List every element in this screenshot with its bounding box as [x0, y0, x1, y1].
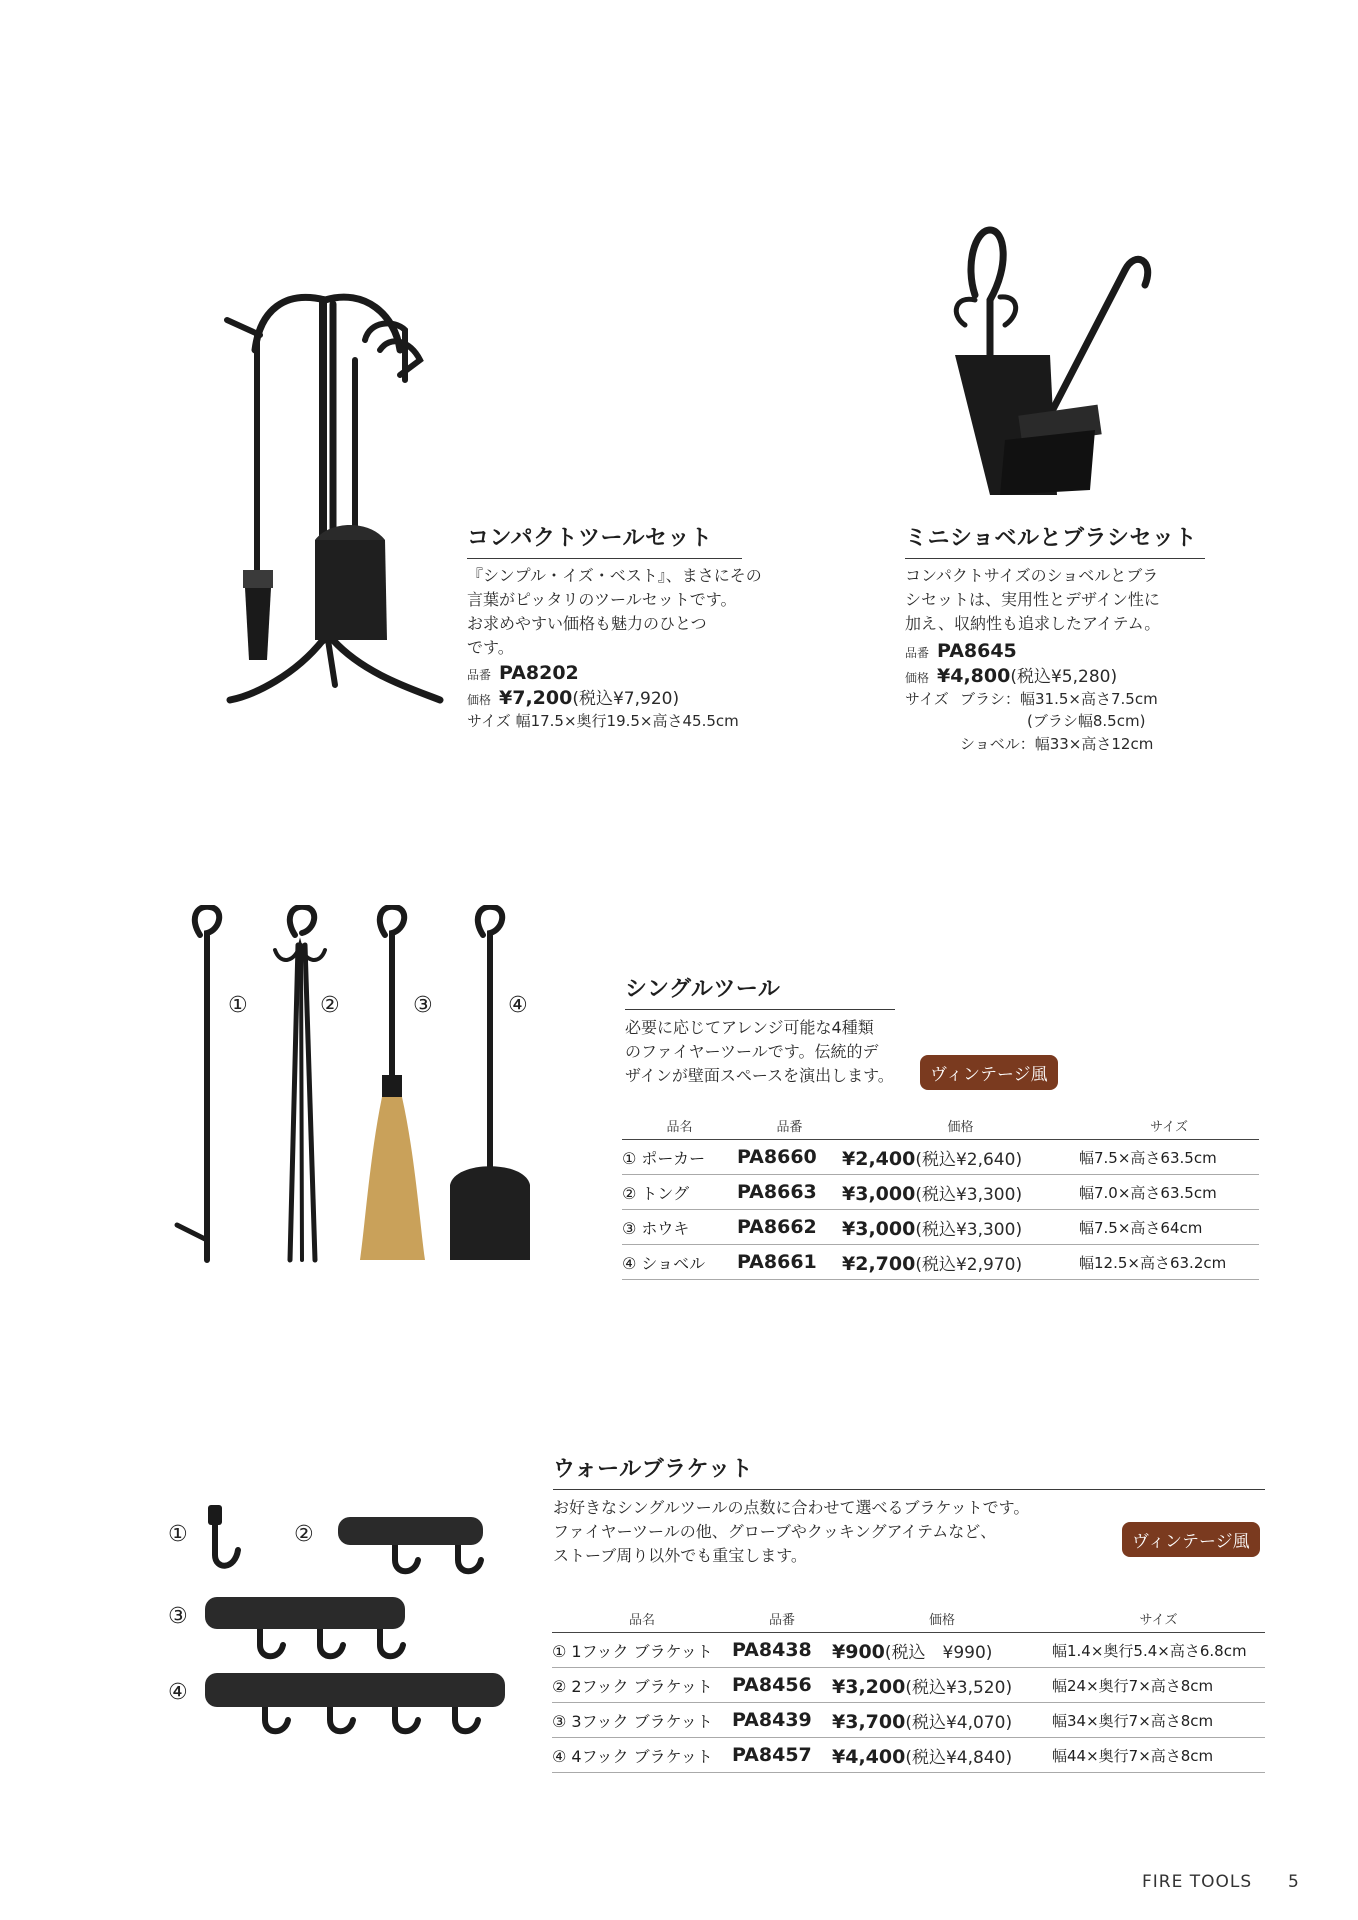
mini-size-line: ショベル：幅33×高さ12cm	[960, 735, 1154, 753]
compact-code-row	[467, 662, 579, 684]
row-name: ③ 3フック ブラケット	[552, 1703, 732, 1738]
header-size: サイズ	[1079, 1112, 1259, 1140]
table-row	[622, 1175, 1259, 1210]
header-price: 価格	[842, 1112, 1079, 1140]
row-tax: (税込¥3,300)	[915, 1184, 1023, 1205]
header-code: 品番	[732, 1605, 832, 1633]
row-name: ④ 4フック ブラケット	[552, 1738, 732, 1773]
row-price-cell	[832, 1738, 1052, 1773]
row-price-cell	[832, 1668, 1052, 1703]
compact-desc-line: です。	[467, 638, 514, 657]
row-name: ① ポーカー	[622, 1140, 737, 1175]
single-tools-image	[165, 905, 545, 1275]
mini-price-row	[905, 662, 1117, 687]
table-row	[552, 1633, 1265, 1668]
row-code: PA8457	[732, 1738, 832, 1773]
single-desc-line: 必要に応じてアレンジ可能な4種類	[625, 1018, 874, 1037]
compact-title: コンパクトツールセット	[467, 521, 742, 559]
bracket-vintage-badge: ヴィンテージ風	[1122, 1522, 1260, 1557]
price-label: 価格	[905, 671, 930, 685]
row-price: ¥900	[832, 1640, 885, 1663]
row-size: 幅1.4×奥行5.4×高さ6.8cm	[1052, 1633, 1265, 1668]
row-price: ¥2,700	[842, 1252, 916, 1275]
row-name: ③ ホウキ	[622, 1210, 737, 1245]
header-size: サイズ	[1052, 1605, 1265, 1633]
row-code: PA8456	[732, 1668, 832, 1703]
compact-toolset-image	[215, 290, 455, 720]
mini-size-line: ブラシ：幅31.5×高さ7.5cm	[960, 690, 1158, 708]
table-row	[622, 1210, 1259, 1245]
single-marker-2: ②	[320, 993, 340, 1018]
single-marker-4: ④	[508, 993, 528, 1018]
bracket-desc-line: お好きなシングルツールの点数に合わせて選べるブラケットです。	[553, 1498, 1030, 1517]
single-desc-line: ザインが壁面スペースを演出します。	[625, 1066, 894, 1085]
row-code: PA8661	[737, 1245, 842, 1280]
row-name: ① 1フック ブラケット	[552, 1633, 732, 1668]
row-code: PA8439	[732, 1703, 832, 1738]
row-price-cell	[842, 1210, 1079, 1245]
mini-shovel-brush-image	[945, 225, 1175, 505]
mini-description	[905, 564, 1205, 636]
single-spec-table	[622, 1112, 1259, 1280]
row-size: 幅44×奥行7×高さ8cm	[1052, 1738, 1265, 1773]
bracket-spec-table	[552, 1605, 1265, 1773]
table-row	[622, 1140, 1259, 1175]
compact-description	[467, 564, 767, 660]
table-header-row	[552, 1605, 1265, 1633]
row-tax: (税込¥4,840)	[905, 1747, 1013, 1768]
bracket-desc-line: ストーブ周り以外でも重宝します。	[553, 1546, 807, 1565]
row-tax: (税込¥2,970)	[915, 1254, 1023, 1275]
compact-price: ¥7,200	[499, 687, 573, 709]
row-price: ¥2,400	[842, 1147, 916, 1170]
row-code: PA8662	[737, 1210, 842, 1245]
row-price: ¥3,200	[832, 1675, 906, 1698]
mini-code: PA8645	[937, 640, 1017, 662]
mini-price: ¥4,800	[937, 665, 1011, 687]
compact-size: サイズ 幅17.5×奥行19.5×高さ45.5cm	[467, 712, 739, 730]
header-price: 価格	[832, 1605, 1052, 1633]
table-row	[552, 1668, 1265, 1703]
row-price-cell	[842, 1245, 1079, 1280]
row-price-cell	[842, 1175, 1079, 1210]
row-size: 幅12.5×高さ63.2cm	[1079, 1245, 1259, 1280]
compact-desc-line: 『シンプル・イズ・ベスト』、まさにその	[467, 566, 762, 585]
row-price: ¥3,700	[832, 1710, 906, 1733]
mini-title: ミニショベルとブラシセット	[905, 521, 1205, 559]
footer-section-label: FIRE TOOLS	[1142, 1872, 1253, 1892]
single-vintage-badge: ヴィンテージ風	[920, 1055, 1058, 1090]
mini-size-line: (ブラシ幅8.5cm)	[1027, 712, 1146, 730]
row-price: ¥3,000	[842, 1217, 916, 1240]
row-size: 幅7.5×高さ64cm	[1079, 1210, 1259, 1245]
single-description	[625, 1016, 915, 1088]
bracket-description	[553, 1496, 1093, 1568]
row-tax: (税込¥4,070)	[905, 1712, 1013, 1733]
mini-code-row	[905, 640, 1017, 662]
code-label: 品番	[467, 668, 492, 682]
table-row	[552, 1738, 1265, 1773]
row-code: PA8660	[737, 1140, 842, 1175]
row-tax: (税込 ¥990)	[884, 1642, 993, 1663]
row-price-cell	[832, 1633, 1052, 1668]
row-code: PA8438	[732, 1633, 832, 1668]
wall-brackets-image	[200, 1505, 510, 1745]
row-price-cell	[842, 1140, 1079, 1175]
single-marker-3: ③	[413, 993, 433, 1018]
mini-desc-line: シセットは、実用性とデザイン性に	[905, 590, 1160, 609]
bracket-desc-line: ファイヤーツールの他、グローブやクッキングアイテムなど、	[553, 1522, 997, 1541]
page-number: 5	[1288, 1872, 1300, 1892]
bracket-marker-2: ②	[294, 1522, 314, 1547]
row-tax: (税込¥3,520)	[905, 1677, 1013, 1698]
row-name: ② トング	[622, 1175, 737, 1210]
row-price: ¥4,400	[832, 1745, 906, 1768]
row-size: 幅34×奥行7×高さ8cm	[1052, 1703, 1265, 1738]
row-size: 幅7.5×高さ63.5cm	[1079, 1140, 1259, 1175]
table-row	[552, 1703, 1265, 1738]
row-price: ¥3,000	[842, 1182, 916, 1205]
compact-code: PA8202	[499, 662, 579, 684]
header-code: 品番	[737, 1112, 842, 1140]
row-price-cell	[832, 1703, 1052, 1738]
bracket-marker-1: ①	[168, 1522, 188, 1547]
header-name: 品名	[552, 1605, 732, 1633]
price-label: 価格	[467, 693, 492, 707]
row-size: 幅7.0×高さ63.5cm	[1079, 1175, 1259, 1210]
single-desc-line: のファイヤーツールです。伝統的デ	[625, 1042, 879, 1061]
single-title: シングルツール	[625, 972, 895, 1010]
row-tax: (税込¥3,300)	[915, 1219, 1023, 1240]
row-name: ④ ショベル	[622, 1245, 737, 1280]
bracket-marker-4: ④	[168, 1680, 188, 1705]
mini-desc-line: コンパクトサイズのショベルとブラ	[905, 566, 1159, 585]
row-code: PA8663	[737, 1175, 842, 1210]
table-header-row	[622, 1112, 1259, 1140]
mini-tax: (税込¥5,280)	[1010, 667, 1118, 687]
mini-desc-line: 加え、収納性も追求したアイテム。	[905, 614, 1161, 633]
code-label: 品番	[905, 646, 930, 660]
compact-price-row	[467, 684, 679, 709]
bracket-title: ウォールブラケット	[553, 1452, 1265, 1490]
header-name: 品名	[622, 1112, 737, 1140]
row-tax: (税込¥2,640)	[915, 1149, 1023, 1170]
bracket-marker-3: ③	[168, 1604, 188, 1629]
compact-desc-line: お求めやすい価格も魅力のひとつ	[467, 614, 707, 633]
table-row	[622, 1245, 1259, 1280]
compact-desc-line: 言葉がピッタリのツールセットです。	[467, 590, 737, 609]
row-name: ② 2フック ブラケット	[552, 1668, 732, 1703]
mini-size-label: サイズ	[905, 690, 949, 708]
compact-tax: (税込¥7,920)	[572, 689, 680, 709]
row-size: 幅24×奥行7×高さ8cm	[1052, 1668, 1265, 1703]
single-marker-1: ①	[228, 993, 248, 1018]
